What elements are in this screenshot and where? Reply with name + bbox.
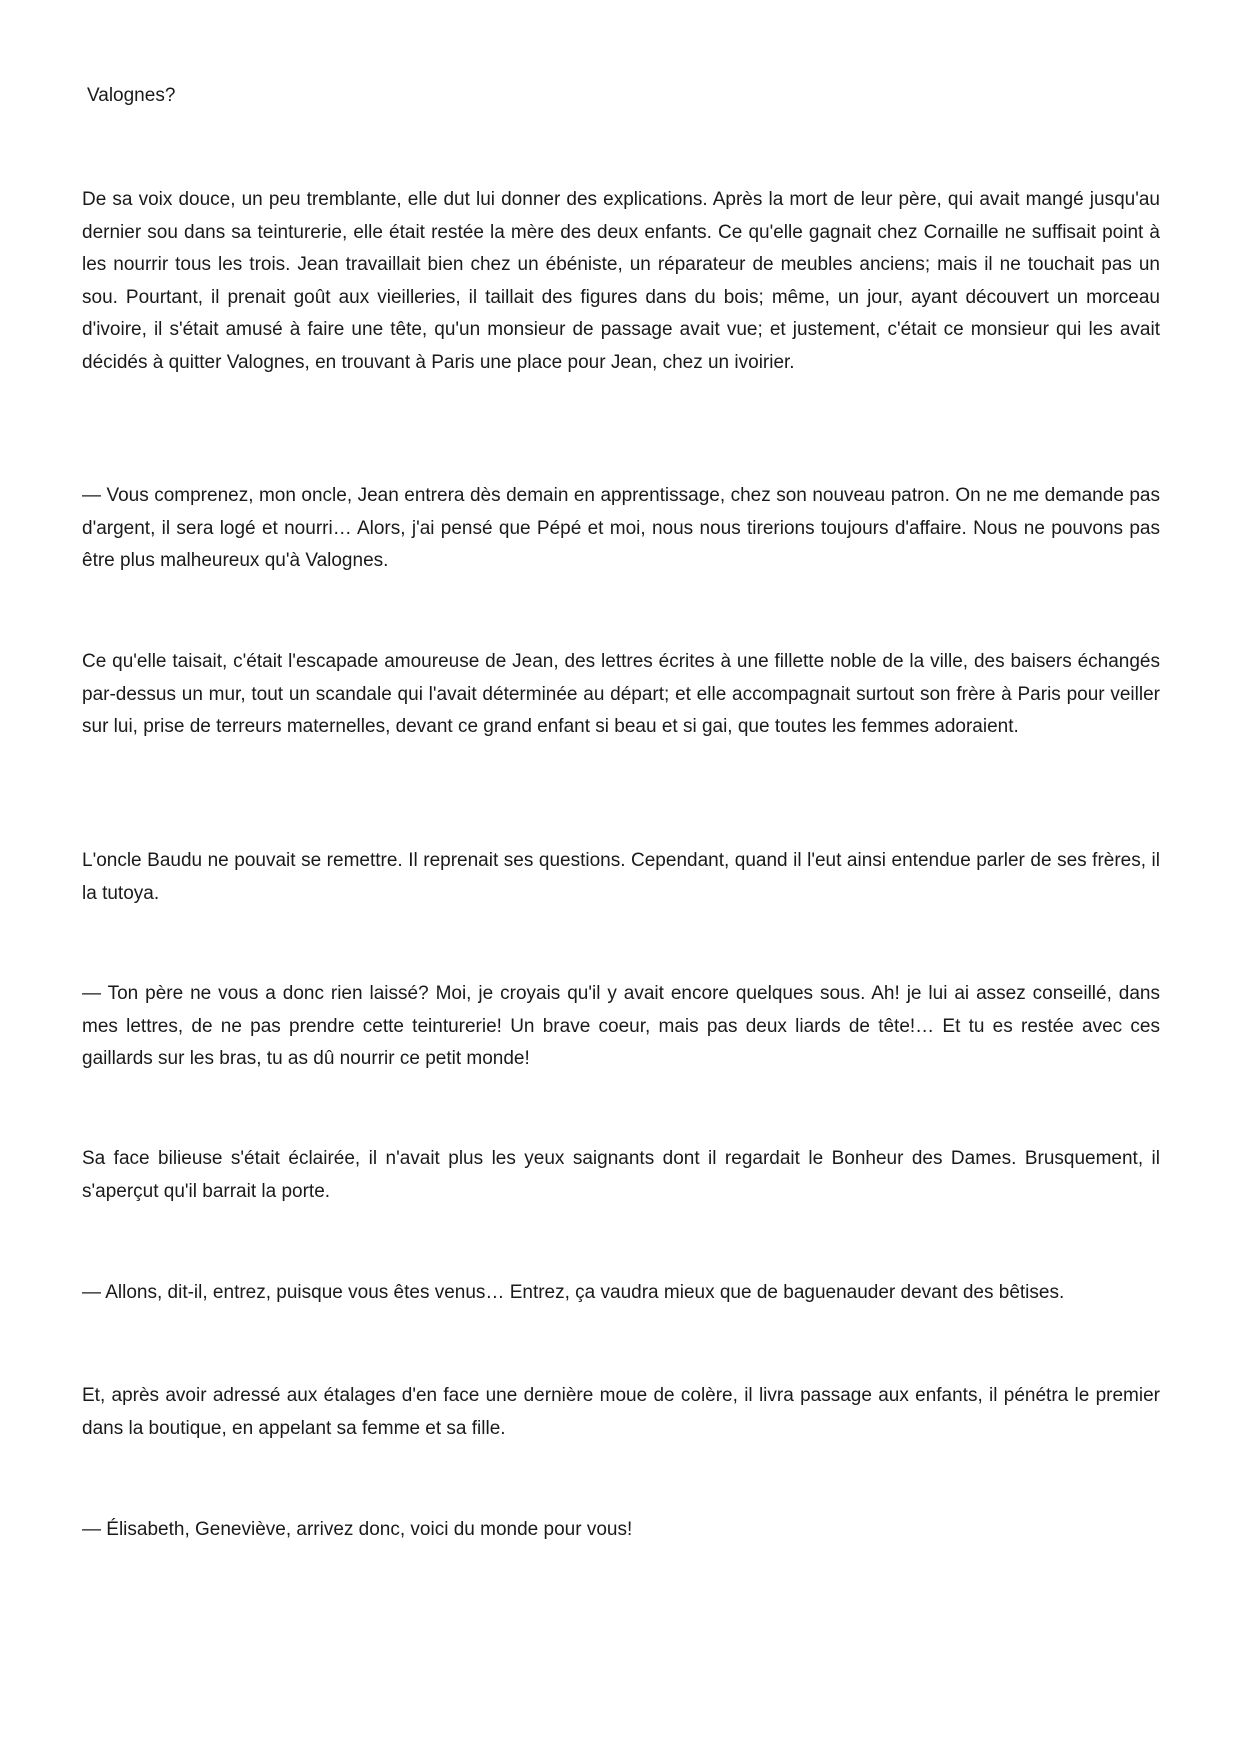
paragraph-dialogue-entrez: — Allons, dit-il, entrez, puisque vous êtes venus… Entrez, ça vaudra mieux que de baguenauder devant des bêtises.	[82, 1282, 1065, 1303]
paragraph-explanations: De sa voix douce, un peu tremblante, elle dut lui donner des explications. Après la mort de leur père, qui avait mangé jusqu'au dernier sou dans sa teinturerie, elle était restée la mère des deux enfants. Ce qu'elle gagnait chez Cornaille ne suffisait point à les nourrir tous les trois. Jean travaillait bien chez un ébéniste, un réparateur de meubles anciens; mais il ne touchait pas un sou. Pourtant, il prenait goût aux vieilleries, il taillait des figures dans du bois; même, un jour, ayant découvert un morceau d'ivoire, il s'était amusé à faire une tête, qu'un monsieur de passage avait vue; et justement, c'était ce monsieur qui les avait décidés à quitter Valognes, en trouvant à Paris une place pour Jean, chez un ivoirier.	[82, 189, 1160, 373]
paragraph-continuation: Valognes?	[87, 85, 176, 106]
paragraph-dialogue-elisabeth: — Élisabeth, Geneviève, arrivez donc, voici du monde pour vous!	[82, 1519, 633, 1540]
paragraph-passage: Et, après avoir adressé aux étalages d'en face une dernière moue de colère, il livra passage aux enfants, il pénétra le premier dans la boutique, en appelant sa femme et sa fille.	[82, 1385, 1160, 1439]
paragraph-face-bilieuse: Sa face bilieuse s'était éclairée, il n'avait plus les yeux saignants dont il regardait le Bonheur des Dames. Brusquement, il s'aperçut qu'il barrait la porte.	[82, 1148, 1160, 1202]
paragraph-uncle-baudu: L'oncle Baudu ne pouvait se remettre. Il reprenait ses questions. Cependant, quand il l'eut ainsi entendue parler de ses frères, il la tutoya.	[82, 850, 1160, 904]
paragraph-dialogue-denise: — Vous comprenez, mon oncle, Jean entrera dès demain en apprentissage, chez son nouveau patron. On ne me demande pas d'argent, il sera logé et nourri… Alors, j'ai pensé que Pépé et moi, nous nous tirerions toujours d'affaire. Nous ne pouvons pas être plus malheureux qu'à Valognes.	[82, 485, 1160, 572]
paragraph-escapade: Ce qu'elle taisait, c'était l'escapade amoureuse de Jean, des lettres écrites à une fillette noble de la ville, des baisers échangés par-dessus un mur, tout un scandale qui l'avait déterminée au départ; et elle accompagnait surtout son frère à Paris pour veiller sur lui, prise de terreurs maternelles, devant ce grand enfant si beau et si gai, que toutes les femmes adoraient.	[82, 651, 1160, 738]
paragraph-dialogue-baudu: — Ton père ne vous a donc rien laissé? Moi, je croyais qu'il y avait encore quelques sous. Ah! je lui ai assez conseillé, dans mes lettres, de ne pas prendre cette teinturerie! Un brave coeur, mais pas deux liards de tête!… Et tu es restée avec ces gaillards sur les bras, tu as dû nourrir ce petit monde!	[82, 983, 1160, 1070]
document-page	[82, 0, 1160, 1755]
